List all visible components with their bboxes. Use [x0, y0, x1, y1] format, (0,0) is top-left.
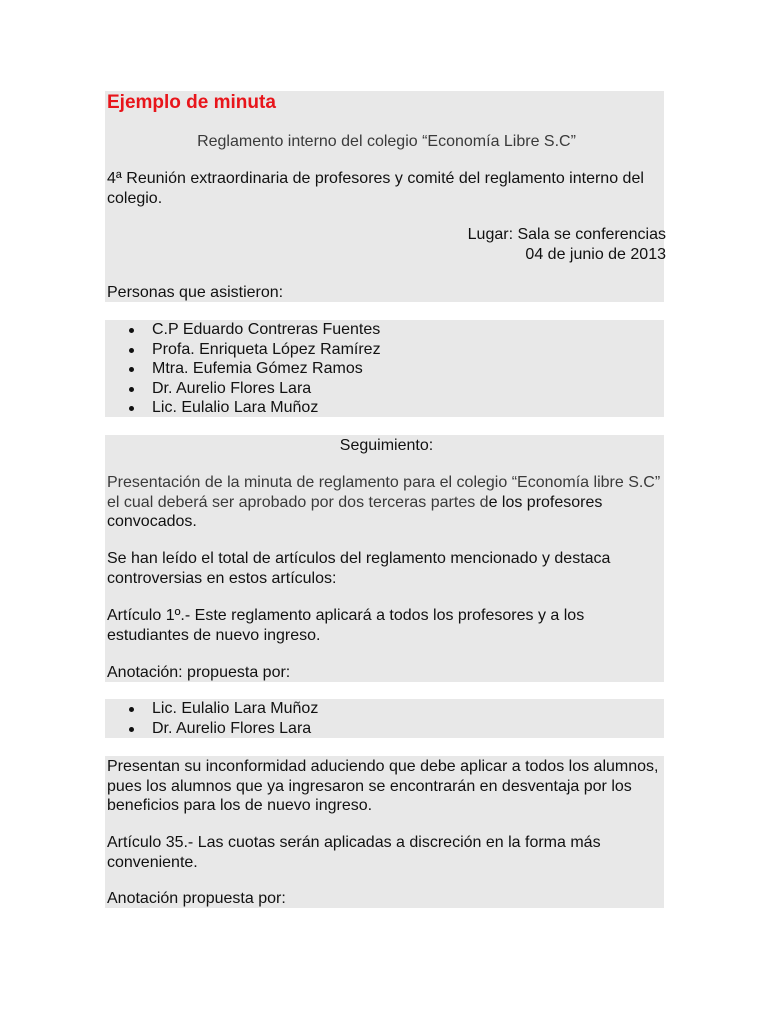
article-1-paragraph: Artículo 1º.- Este reglamento aplicará a todos los profesores y a los estudiantes de nuevo ingreso. [107, 607, 585, 644]
list-item: Dr. Aurelio Flores Lara [105, 719, 664, 739]
disagreement-paragraph: Presentan su inconformidad aduciendo que debe aplicar a todos los alumnos, pues los alumnos que ya ingresaron se encontrarán en desventaja por los beneficios para los de nuevo ingreso. [107, 758, 659, 814]
list-item: Mtra. Eufemia Gómez Ramos [105, 359, 664, 379]
article-35-paragraph: Artículo 35.- Las cuotas serán aplicadas a discreción en la forma más conveniente. [107, 834, 601, 871]
article-35-section [105, 756, 664, 908]
bullet-icon [129, 367, 134, 372]
annotation-2-label: Anotación propuesta por: [107, 890, 286, 907]
presentation-paragraph: Presentación de la minuta de reglamento para el colegio “Economía libre S.C” el cual deberá ser aprobado por dos terceras partes de los profesores convocados. [107, 474, 661, 530]
followup-heading: Seguimiento: [339, 437, 434, 454]
annotation-1-label: Anotación: propuesta por: [107, 664, 291, 681]
document-title: Ejemplo de minuta [107, 92, 276, 113]
document-subtitle: Reglamento interno del colegio “Economía Libre S.C” [197, 133, 576, 150]
bullet-icon [129, 727, 134, 732]
meeting-place: Lugar: Sala se conferencias [467, 226, 666, 243]
list-item: Profa. Enriqueta López Ramírez [105, 340, 664, 360]
list-item: Lic. Eulalio Lara Muñoz [105, 699, 664, 719]
proposers-list [105, 699, 664, 738]
meeting-date: 04 de junio de 2013 [525, 246, 666, 263]
bullet-icon [129, 387, 134, 392]
attendees-list [105, 320, 664, 418]
proposers-section [105, 699, 664, 738]
bullet-icon [129, 707, 134, 712]
attendees-section [105, 320, 664, 417]
bullet-icon [129, 406, 134, 411]
list-item: Lic. Eulalio Lara Muñoz [105, 398, 664, 418]
attendees-label: Personas que asistieron: [107, 284, 284, 301]
meeting-description: 4ª Reunión extraordinaria de profesores y comité del reglamento interno del colegio. [107, 170, 644, 207]
list-item: Dr. Aurelio Flores Lara [105, 379, 664, 399]
list-item: C.P Eduardo Contreras Fuentes [105, 320, 664, 340]
header-section [105, 91, 664, 302]
read-articles-paragraph: Se han leído el total de artículos del reglamento mencionado y destaca controversias en estos artículos: [107, 550, 611, 587]
bullet-icon [129, 328, 134, 333]
bullet-icon [129, 348, 134, 353]
followup-section [105, 435, 664, 682]
